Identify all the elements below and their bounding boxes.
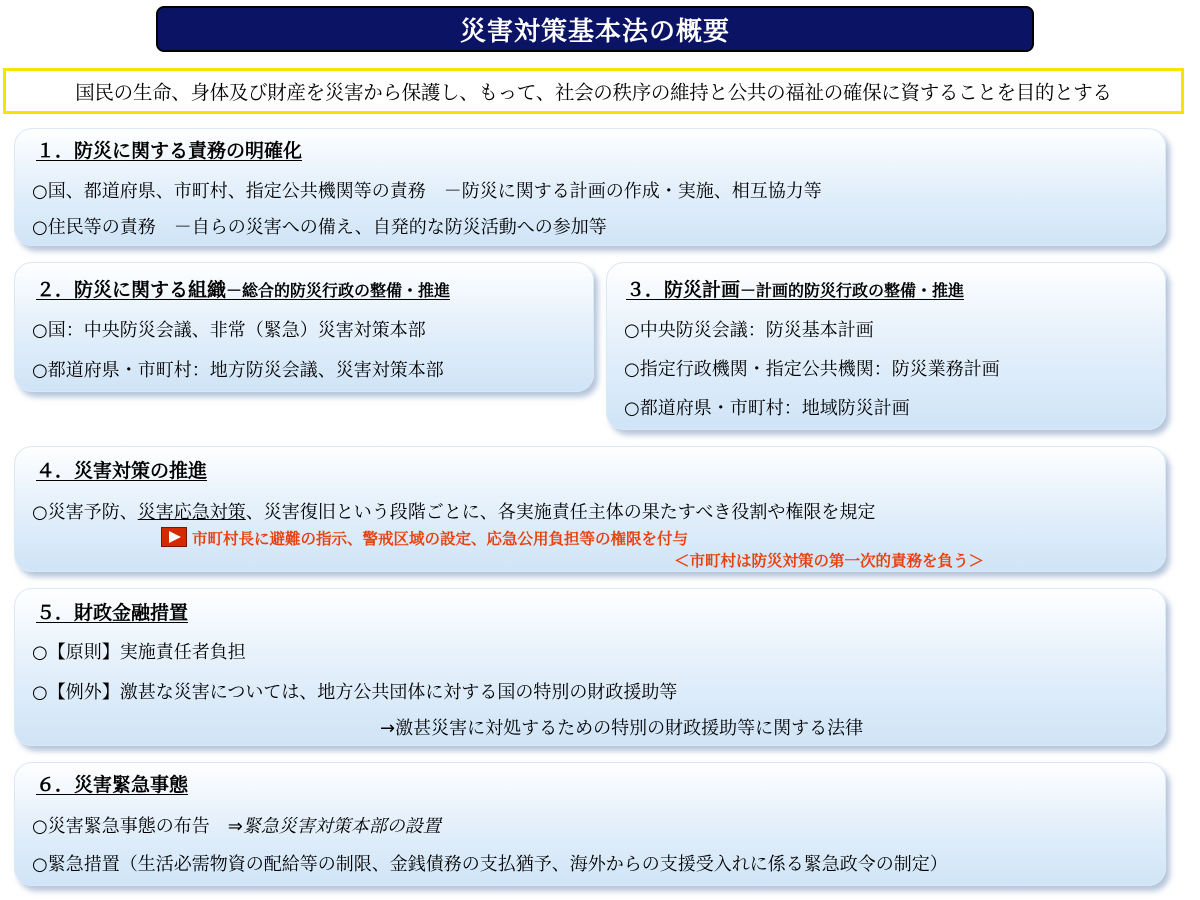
section-3-line-3: ○都道府県・市町村：地域防災計画 [624,398,910,419]
section-3-box [606,262,1166,430]
section-5-heading: ５．財政金融措置 [36,602,189,624]
section-1-box [14,128,1166,246]
section-6-line-1-a: ○災害緊急事態の布告 [32,816,228,837]
page-title: 災害対策基本法の概要 [459,16,730,47]
section-4-line-1-b: 災害応急対策 [137,502,246,523]
section-3-heading-wrap [626,275,964,302]
section-6-heading: ６．災害緊急事態 [36,774,189,796]
section-6-line-1-b: ⇒緊急災害対策本部の設置 [227,816,441,837]
section-5-box [14,588,1166,746]
section-3-heading: ３．防災計画 [626,279,741,301]
section-3-line-2: ○指定行政機関・指定公共機関：防災業務計画 [624,359,1000,380]
section-6-line-1 [32,812,441,838]
section-6-line-2: ○緊急措置（生活必需物資の配給等の制限、金銭債務の支払猶予、海外からの支援受入れに係る緊急政令の制定） [32,854,948,875]
section-5-line-3: →激甚災害に対処するための特別の財政援助等に関する法律 [380,718,864,739]
section-5-line-2: ○【例外】激甚な災害については、地方公共団体に対する国の特別の財政援助等 [32,682,678,703]
section-5-line-1: ○【原則】実施責任者負担 [32,642,246,663]
section-2-heading-wrap [36,275,450,302]
page-title-banner [156,6,1034,52]
section-2-box [14,262,594,392]
section-4-line-1-a: ○災害予防、 [32,502,138,523]
section-4-heading: ４．災害対策の推進 [36,460,208,482]
section-4-line-1 [32,498,875,524]
section-3-line-1: ○中央防災会議：防災基本計画 [624,320,874,341]
section-1-line-1: ○国、都道府県、市町村、指定公共機関等の責務 －防災に関する計画の作成・実施、相互協力等 [32,181,822,202]
section-2-heading: ２．防災に関する組織 [36,279,227,301]
section-6-box [14,762,1166,886]
section-1-line-2: ○住民等の責務 －自らの災害への備え、自発的な防災活動への参加等 [32,217,607,238]
section-2-subheading: －総合的防災行政の整備・推進 [226,281,451,300]
section-4-line-1-c: 、災害復旧という段階ごとに、各実施責任主体の果たすべき役割や権限を規定 [245,502,876,523]
section-4-red-note-2: ＜市町村は防災対策の第一次的責務を負う＞ [674,552,985,570]
section-2-line-2: ○都道府県・市町村：地方防災会議、災害対策本部 [32,360,444,381]
red-arrow-icon [161,527,187,547]
section-3-subheading: －計画的防災行政の整備・推進 [740,281,965,300]
section-1-heading: １．防災に関する責務の明確化 [36,140,303,162]
section-2-line-1: ○国：中央防災会議、非常（緊急）災害対策本部 [32,320,426,341]
section-4-red-note-1: 市町村長に避難の指示、警戒区域の設定、応急公用負担等の権限を付与 [192,530,689,548]
purpose-statement: 国民の生命、身体及び財産を災害から保護し、もって、社会の秩序の維持と公共の福祉の確保に資することを目的とする [3,68,1184,114]
section-4-box [14,446,1166,572]
